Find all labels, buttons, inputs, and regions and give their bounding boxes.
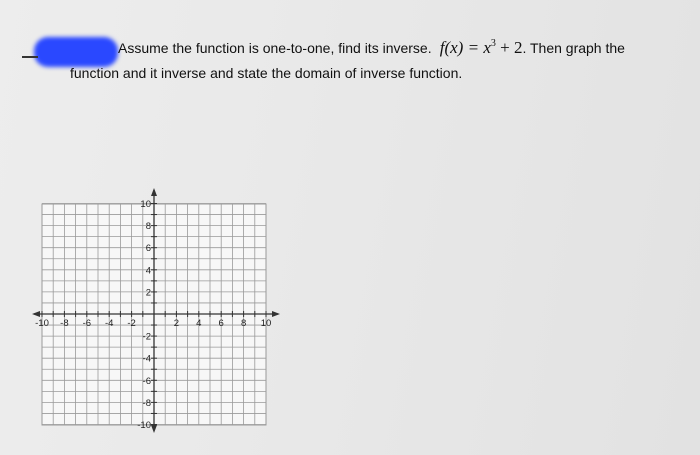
x-tick-label: 6 xyxy=(218,318,224,329)
y-tick-label: 6 xyxy=(145,243,151,255)
x-tick-label: -2 xyxy=(127,318,136,329)
x-tick-label: -6 xyxy=(82,318,92,329)
y-tick-label: 8 xyxy=(145,221,151,233)
x-tick-label: -10 xyxy=(35,318,49,329)
x-tick-label: 10 xyxy=(260,318,272,329)
x-tick-label: 8 xyxy=(240,318,247,329)
x-tick-label: 4 xyxy=(196,318,202,329)
x-tick-label: -4 xyxy=(104,318,114,329)
x-tick-label: -8 xyxy=(60,318,69,329)
question-tail: . Then graph the xyxy=(522,40,625,56)
x-axis-arrow-right-icon xyxy=(272,311,280,317)
question-line-2: function and it inverse and state the domain of inverse function. xyxy=(70,65,463,81)
y-tick-label: 10 xyxy=(140,199,151,210)
y-tick-label: 4 xyxy=(145,265,151,277)
function-definition: $f(x) = x^3 + 2$ xyxy=(439,38,523,57)
y-tick-label: -2 xyxy=(142,331,151,343)
y-tick-label: -10 xyxy=(137,420,151,431)
y-tick-label: 2 xyxy=(145,287,151,299)
y-tick-label: -4 xyxy=(142,353,151,365)
y-tick-label: -6 xyxy=(142,375,151,387)
question-prompt: Assume the function is one-to-one, find its inverse. xyxy=(118,40,432,56)
x-tick-label: 2 xyxy=(173,318,180,329)
y-axis-arrow-up-icon xyxy=(151,188,157,196)
y-axis-arrow-down-icon xyxy=(151,425,157,433)
y-tick-label: -8 xyxy=(142,397,151,409)
x-axis-arrow-left-icon xyxy=(32,311,40,317)
